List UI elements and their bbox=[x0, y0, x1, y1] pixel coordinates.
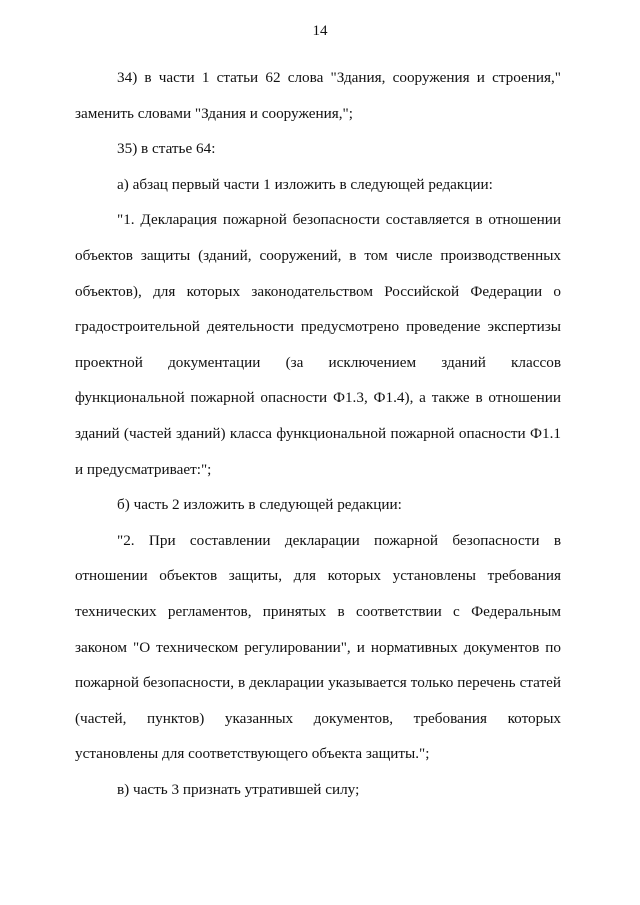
paragraph-item-35: 35) в статье 64: bbox=[117, 140, 216, 158]
page-number: 14 bbox=[312, 23, 328, 39]
paragraph-item-34: 34) в части 1 статьи 62 слова "Здания, сооружения и строения," заменить словами "Здания и сооружения,"; bbox=[75, 69, 561, 122]
paragraph-quote-part-1: "1. Декларация пожарной безопасности составляется в отношении объектов защиты (зданий, сооружений, в том числе производственных объектов), для которых законодательством Российской Федерации о градостроительной деятельности предусмотрено проведение экспертизы проектной документации (за исключением зданий классов функциональной пожарной опасности Ф1.3, Ф1.4), а также в отношении зданий (частей зданий) класса функциональной пожарной опасности Ф1.1 и предусматривает:"; bbox=[75, 211, 561, 478]
paragraph-subitem-a: а) абзац первый части 1 изложить в следующей редакции: bbox=[117, 175, 493, 193]
document-body bbox=[75, 60, 561, 807]
paragraph-subitem-b: б) часть 2 изложить в следующей редакции: bbox=[117, 496, 402, 514]
paragraph-quote-part-2: "2. При составлении декларации пожарной безопасности в отношении объектов защиты, для которых установлены требования технических регламентов, принятых в соответствии с Федеральным законом "О техническом регулировании", и нормативных документов по пожарной безопасности, в декларации указывается только перечень статей (частей, пунктов) указанных документов, требования которых установлены для соответствующего объекта защиты."; bbox=[75, 531, 561, 763]
paragraph-subitem-v: в) часть 3 признать утратившей силу; bbox=[117, 780, 360, 798]
